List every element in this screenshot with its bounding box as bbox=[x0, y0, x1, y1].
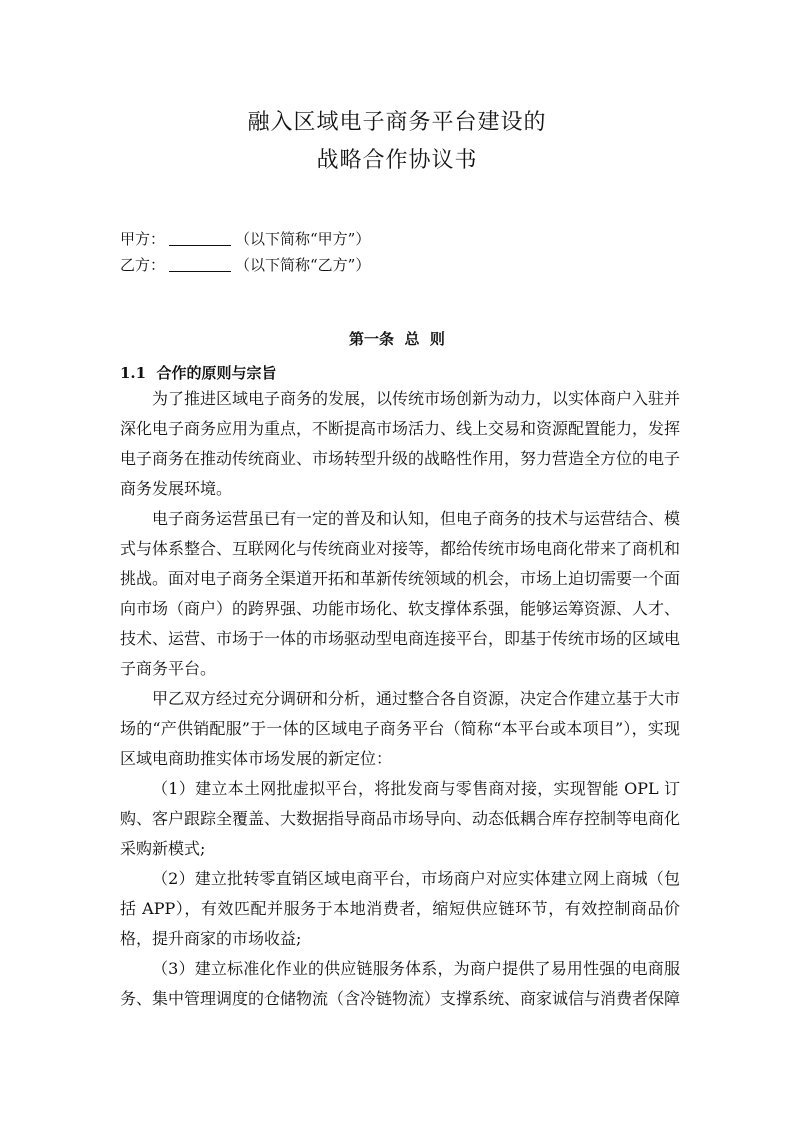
document-title-line-2: 战略合作协议书 bbox=[316, 148, 478, 173]
paragraph: 电子商务运营虽已有一定的普及和认知，但电子商务的技术与运营结合、模式与体系整合、互联网化与传统商业对接等，都给传统市场电商化带来了商机和挑战。面对电子商务全渠道开拓和革新传统领域的机会，市场上迫切需要一个面向市场（商户）的跨界强、功能市场化、软支撑体系强，能够运筹资源、人才、技术、运营、市场于一体的市场驱动型电商连接平台，即基于传统市场的区域电子商务平台。 bbox=[120, 509, 681, 678]
paragraph: 为了推进区域电子商务的发展，以传统市场创新为动力，以实体商户入驻并深化电子商务应用为重点，不断提高市场活力、线上交易和资源配置能力，发挥电子商务在推动传统商业、市场转型升级的战略性作用，努力营造全方位的电子商务发展环境。 bbox=[120, 389, 681, 498]
party-a-line bbox=[120, 228, 370, 249]
party-b-note: （以下简称“乙方”） bbox=[235, 256, 371, 274]
subsection-heading: 1.1 合作的原则与宗旨 bbox=[120, 364, 277, 382]
party-b-blank bbox=[169, 257, 231, 272]
section-heading: 第一条 总 则 bbox=[349, 330, 445, 348]
paragraph: （1）建立本土网批虚拟平台，将批发商与零售商对接，实现智能 OPL 订购、客户跟踪全覆盖、大数据指导商品市场导向、动态低耦合库存控制等电商化采购新模式; bbox=[120, 779, 681, 858]
party-a-blank bbox=[169, 231, 231, 246]
party-b-label: 乙方： bbox=[120, 256, 166, 274]
paragraph: 甲乙双方经过充分调研和分析，通过整合各自资源，决定合作建立基于大市场的“产供销配服”于一体的区域电子商务平台（简称“本平台或本项目”），实现区域电商助推实体市场发展的新定位： bbox=[120, 689, 681, 768]
paragraph: （2）建立批转零直销区域电商平台，市场商户对应实体建立网上商城（包括 APP），有效匹配并服务于本地消费者，缩短供应链环节，有效控制商品价格，提升商家的市场收益; bbox=[120, 869, 680, 948]
paragraph: （3）建立标准化作业的供应链服务体系，为商户提供了易用性强的电商服务、集中管理调度的仓储物流（含冷链物流）支撑系统、商家诚信与消费者保障 bbox=[120, 959, 681, 1008]
party-a-label: 甲方： bbox=[120, 230, 166, 248]
document-body bbox=[120, 384, 680, 1014]
party-a-note: （以下简称“甲方”） bbox=[235, 230, 371, 248]
party-b-line bbox=[120, 254, 370, 275]
document-title-line-1: 融入区域电子商务平台建设的 bbox=[247, 110, 547, 135]
